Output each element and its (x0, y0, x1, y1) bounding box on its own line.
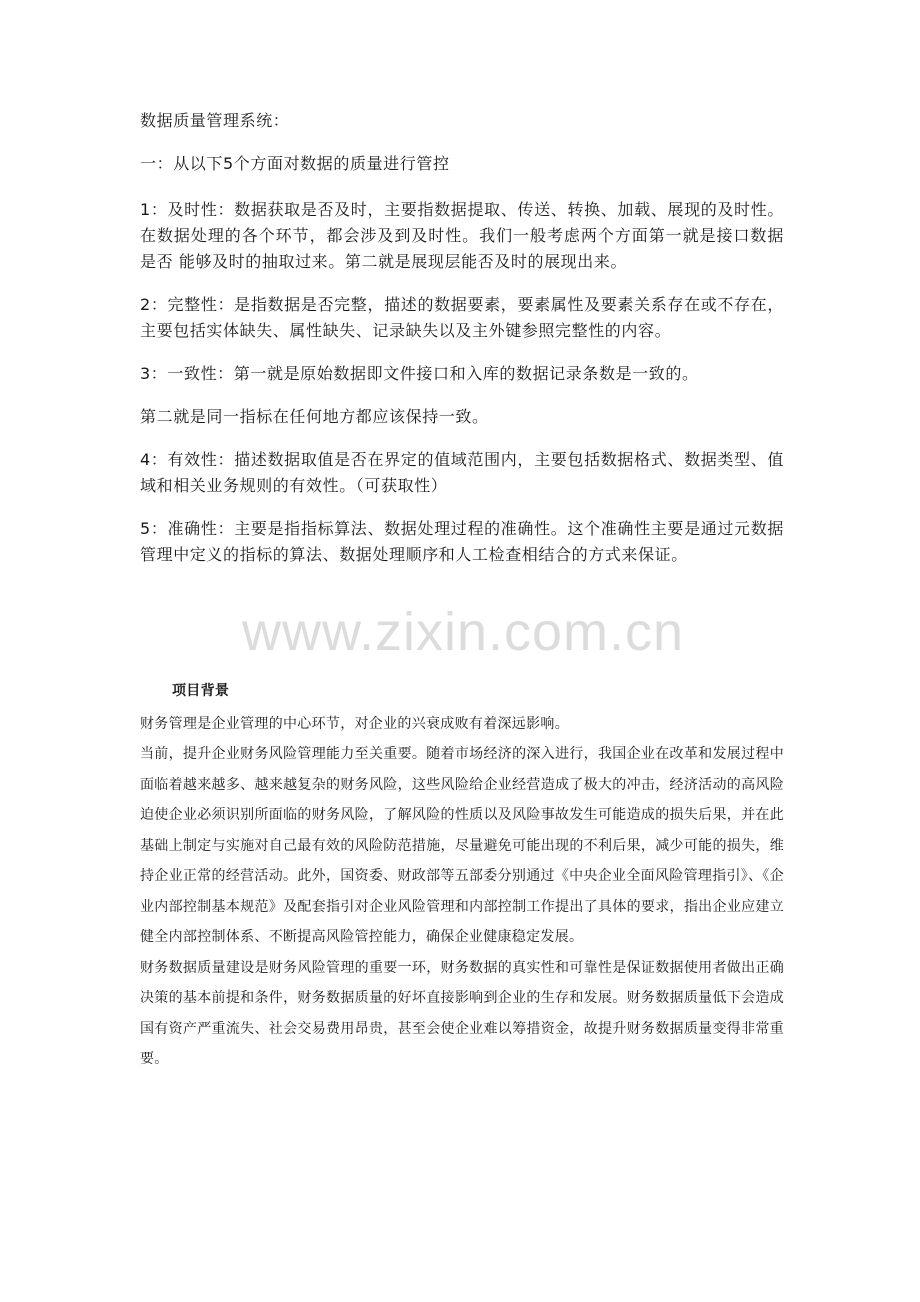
section-heading: 一：从以下5个方面对数据的质量进行管控 (140, 154, 450, 173)
watermark: www.zixin.com.cn (241, 602, 685, 662)
project-background-section (140, 676, 784, 1075)
background-paragraph: 当前，提升企业财务风险管理能力至关重要。随着市场经济的深入进行，我国企业在改革和发展过程中面临着越来越多、越来越复杂的财务风险，这些风险给企业经营造成了极大的冲击，经济活动的高风险迫使企业必须识别所面临的财务风险，了解风险的性质以及风险事故发生可能造成的损失后果，并在此基础上制定与实施对自己最有效的风险防范措施，尽量避免可能出现的不利后果，减少可能的损失，维持企业正常的经营活动。此外，国资委、财政部等五部委分别通过《中央企业全面风险管理指引》、《企业内部控制基本规范》及配套指引对企业风险管理和内部控制工作提出了具体的要求，指出企业应建立健全内部控制体系、不断提高风险管控能力，确保企业健康稳定发展。 (140, 746, 784, 945)
item-consistency: 3：一致性：第一就是原始数据即文件接口和入库的数据记录条数是一致的。 (140, 364, 699, 383)
item-accuracy: 5：准确性：主要是指指标算法、数据处理过程的准确性。这个准确性主要是通过元数据管理中定义的指标的算法、数据处理顺序和人工检查相结合的方式来保证。 (140, 519, 784, 564)
item-timeliness: 1：及时性：数据获取是否及时，主要指数据提取、传送、转换、加载、展现的及时性。在数据处理的各个环节，都会涉及到及时性。我们一般考虑两个方面第一就是接口数据是否 能够及时的抽取过来。第二就是展现层能否及时的展现出来。 (140, 200, 784, 271)
data-quality-section (140, 108, 784, 585)
project-background-title: 项目背景 (172, 683, 230, 699)
item-consistency-second: 第二就是同一指标在任何地方都应该保持一致。 (140, 407, 489, 426)
item-completeness: 2：完整性：是指数据是否完整，描述的数据要素，要素属性及要素关系存在或不存在，主要包括实体缺失、属性缺失、记录缺失以及主外键参照完整性的内容。 (140, 295, 784, 340)
background-paragraph: 财务管理是企业管理的中心环节，对企业的兴衰成败有着深远影响。 (140, 715, 569, 732)
item-validity: 4：有效性：描述数据取值是否在界定的值域范围内，主要包括数据格式、数据类型、值域和相关业务规则的有效性。（可获取性） (140, 450, 784, 495)
section-title: 数据质量管理系统： (140, 111, 290, 130)
background-paragraph: 财务数据质量建设是财务风险管理的重要一环，财务数据的真实性和可靠性是保证数据使用者做出正确决策的基本前提和条件，财务数据质量的好坏直接影响到企业的生存和发展。财务数据质量低下会造成国有资产严重流失、社会交易费用昂贵，甚至会使企业难以筹措资金，故提升财务数据质量变得非常重要。 (140, 959, 784, 1067)
